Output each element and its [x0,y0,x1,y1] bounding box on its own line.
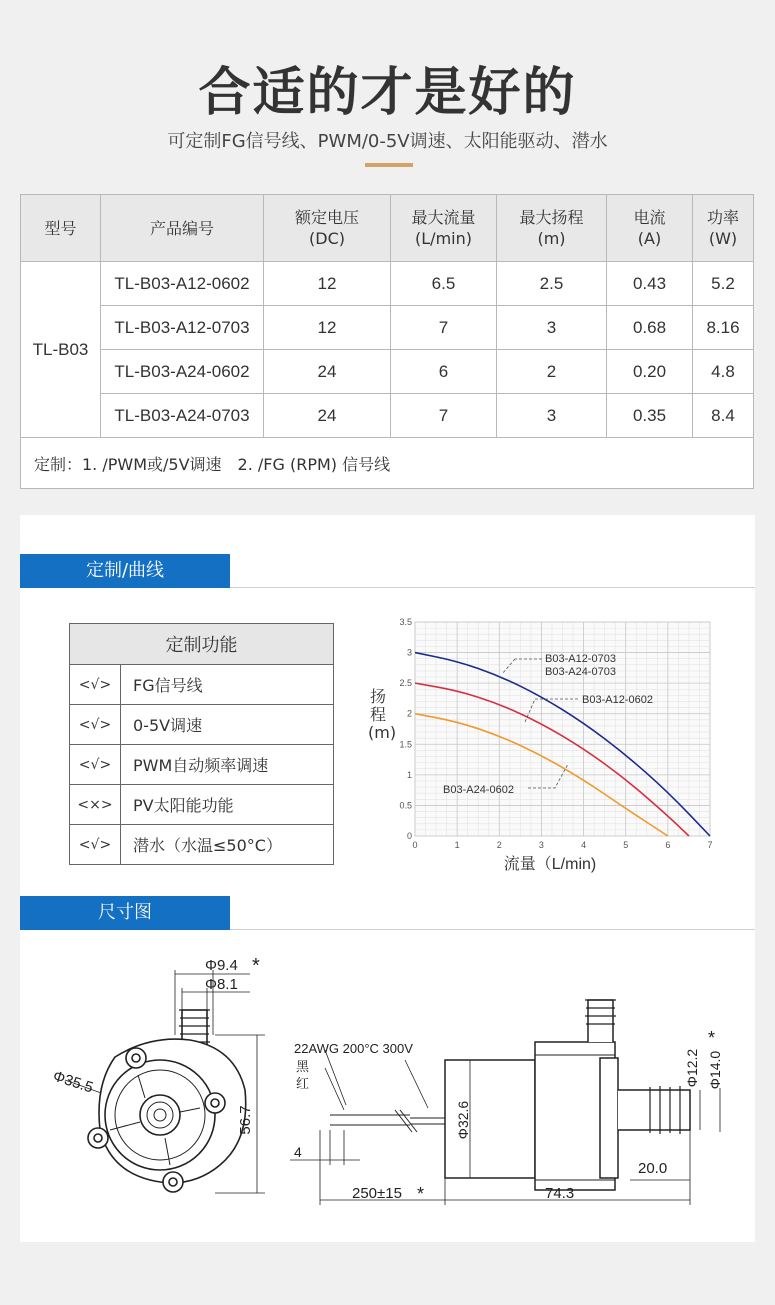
y-axis-label: 扬程(m) [368,687,397,742]
y-tick-label: 3 [406,647,412,658]
table-cell: 6.5 [391,262,497,306]
x-tick-label: 0 [412,840,418,850]
header-cell: 电流 (A) [607,195,693,262]
annotation-a12-0703: B03-A12-0703 [545,653,616,665]
table-cell: 8.16 [693,306,754,350]
x-tick-label: 1 [454,840,460,850]
y-tick-label: 3.5 [399,617,412,627]
check-mark: <√> [70,825,121,865]
dim-star-2: * [417,1184,425,1204]
table-cell: 0.68 [607,306,693,350]
function-table [69,623,334,865]
dim-star: * [252,955,260,977]
x-axis-label: 流量（L/min) [503,856,597,873]
model-cell: TL-B03 [21,262,101,438]
note-row [21,438,754,489]
x-tick-label: 6 [665,840,671,850]
header-cell: 功率 (W) [693,195,754,262]
dim-phi122: Φ12.2 [684,1048,700,1088]
y-tick-label: 0 [406,831,412,841]
table-cell: 0.20 [607,350,693,394]
table-cell: 4.8 [693,350,754,394]
wire-black-label: 黑 [296,1059,310,1074]
table-row [21,262,754,306]
list-item [70,705,334,745]
table-cell: 8.4 [693,394,754,438]
header-cell: 额定电压 (DC) [264,195,391,262]
table-cell: 7 [391,394,497,438]
annotation-a24-0602: B03-A24-0602 [443,784,514,796]
table-cell: TL-B03-A12-0602 [101,262,264,306]
function-table-title: 定制功能 [70,624,334,665]
page-title: 合适的才是好的 [198,63,577,123]
pump-front-view [65,970,265,1193]
annotation-a24-0703: B03-A24-0703 [545,666,616,678]
x-tick-label: 3 [538,840,544,850]
wire-red-label: 红 [296,1076,310,1091]
table-row [21,306,754,350]
table-cell: 12 [264,262,391,306]
table-cell: 3 [497,306,607,350]
table-cell: 0.43 [607,262,693,306]
dim-phi94: Φ9.4 [205,957,238,974]
function-label: 0-5V调速 [121,705,334,745]
table-cell: 5.2 [693,262,754,306]
section-divider [230,587,755,588]
dim-phi140: Φ14.0 [707,1050,723,1090]
title-accent-bar [365,163,413,167]
function-label: PV太阳能功能 [121,785,334,825]
performance-chart [360,612,740,882]
list-item [70,825,334,865]
x-tick-label: 5 [623,840,629,850]
spec-table [20,194,754,489]
x-tick-label: 4 [581,840,587,850]
y-tick-label: 0.5 [399,800,412,811]
check-mark: <√> [70,705,121,745]
table-cell: TL-B03-A24-0703 [101,394,264,438]
cable-spec: 22AWG 200°C 300V [294,1041,413,1056]
annotation-a12-0602: B03-A12-0602 [582,694,653,706]
section-tab-dimensions: 尺寸图 [20,896,230,930]
function-label: PWM自动频率调速 [121,745,334,785]
dim-len743: 74.3 [545,1185,575,1202]
table-cell: TL-B03-A24-0602 [101,350,264,394]
header-cell: 型号 [21,195,101,262]
table-row [21,350,754,394]
x-tick-label: 7 [707,840,713,850]
y-tick-label: 2.5 [399,678,412,689]
dim-phi326: Φ32.6 [455,1100,471,1140]
section-tab-curve: 定制/曲线 [20,554,230,588]
table-cell: 6 [391,350,497,394]
function-label: FG信号线 [121,665,334,705]
table-cell: 2 [497,350,607,394]
dimension-drawing [0,940,775,1240]
table-cell: 24 [264,350,391,394]
list-item [70,745,334,785]
dim-phi81: Φ8.1 [205,976,238,993]
spec-header-row [21,195,754,262]
dim-h567: 56.7 [237,1105,254,1135]
header-cell: 最大扬程 (m) [497,195,607,262]
y-tick-label: 1 [406,769,412,780]
dim-star-3: * [708,1028,716,1048]
y-tick-label: 2 [406,708,412,719]
table-cell: 3 [497,394,607,438]
customization-note: 定制：1. /PWM或/5V调速 2. /FG (RPM) 信号线 [21,438,754,489]
header-cell: 产品编号 [101,195,264,262]
dim-d4: 4 [294,1144,302,1160]
check-mark: <√> [70,665,121,705]
table-cell: 12 [264,306,391,350]
function-label: 潜水（水温≤50°C） [121,825,334,865]
dim-phi355: Φ35.5 [50,1067,96,1097]
x-tick-label: 2 [496,840,502,850]
page-subtitle: 可定制FG信号线、PWM/0-5V调速、太阳能驱动、潜水 [167,131,608,152]
list-item [70,665,334,705]
table-row [21,394,754,438]
table-cell: TL-B03-A12-0703 [101,306,264,350]
table-cell: 0.35 [607,394,693,438]
header-cell: 最大流量 (L/min) [391,195,497,262]
y-tick-label: 1.5 [399,739,412,750]
table-cell: 24 [264,394,391,438]
dim-len250: 250±15 [352,1185,402,1202]
section-divider [230,929,755,930]
table-cell: 7 [391,306,497,350]
check-mark: <√> [70,745,121,785]
list-item [70,785,334,825]
table-cell: 2.5 [497,262,607,306]
dim-len200: 20.0 [638,1160,668,1177]
cross-mark: <×> [70,785,121,825]
